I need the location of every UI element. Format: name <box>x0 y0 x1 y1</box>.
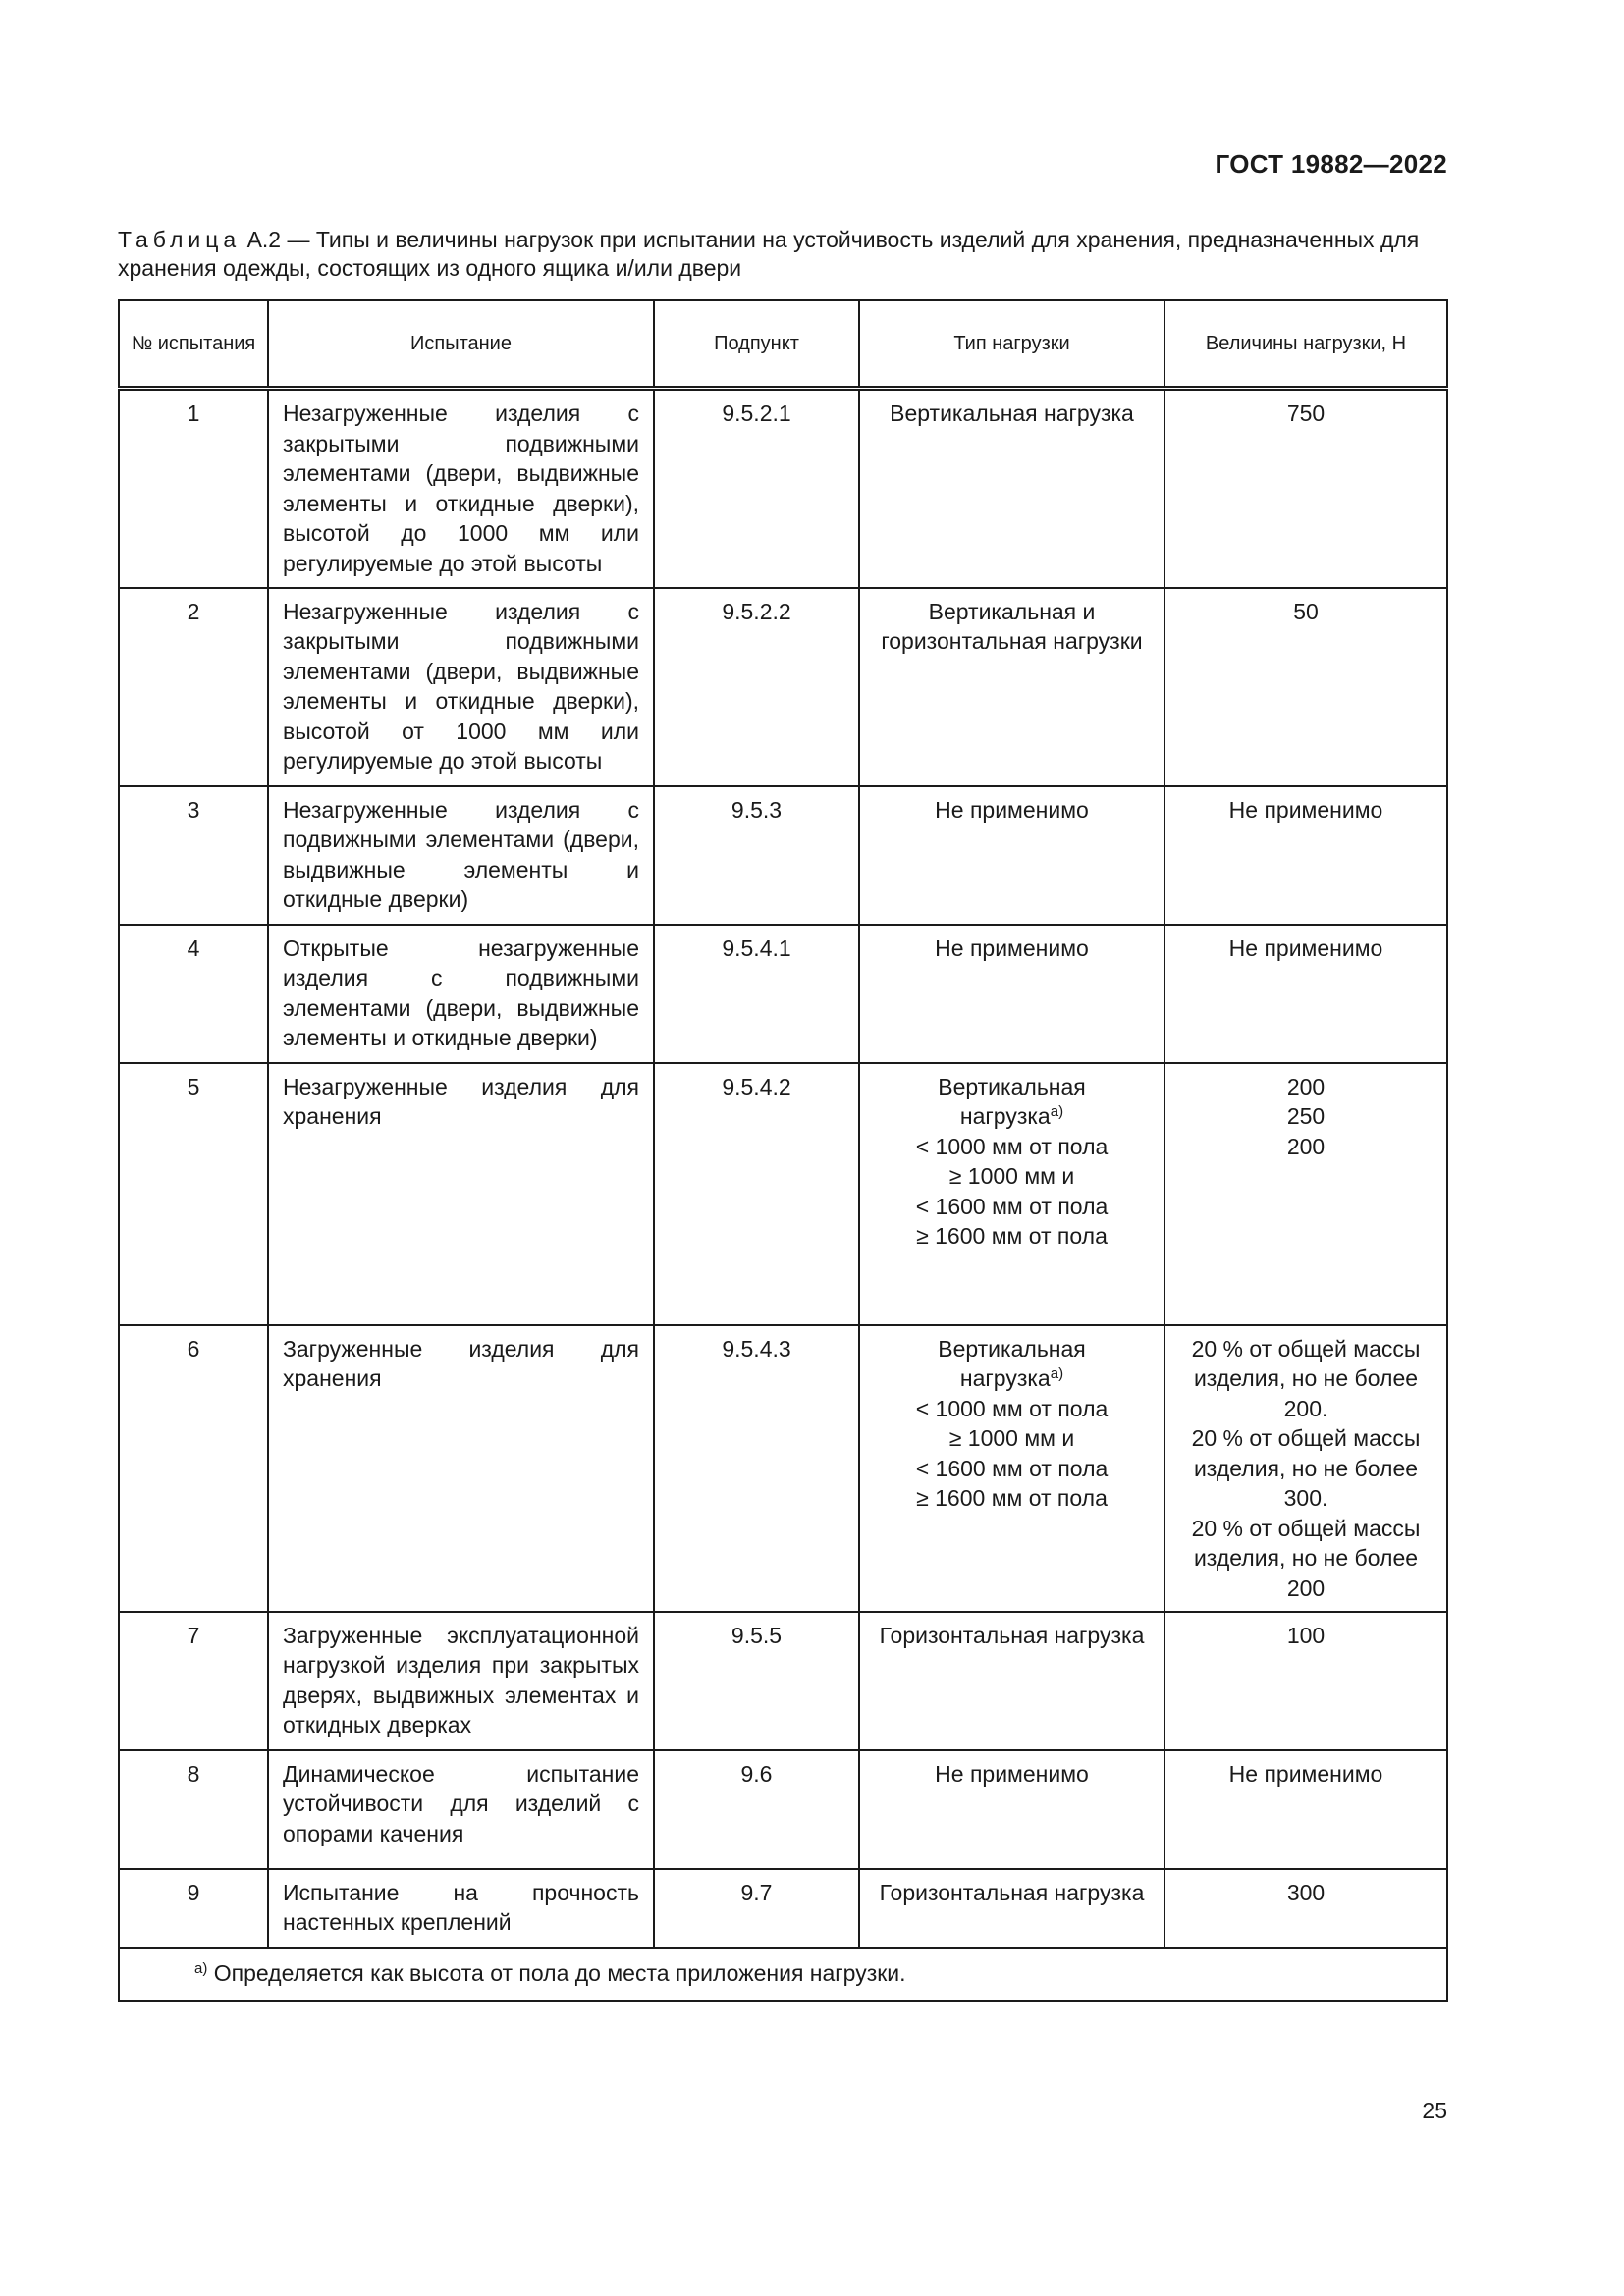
cell-number: 8 <box>119 1750 268 1869</box>
caption-text: А.2 — Типы и величины нагрузок при испытании на устойчивость изделий для хранения, предназначенных для хранения одежды, состоящих из одного ящика и/или двери <box>118 227 1420 281</box>
cell-load-type <box>859 1750 1164 1869</box>
load-value-line: 200 <box>1286 1073 1326 1099</box>
cell-number: 9 <box>119 1869 268 1948</box>
load-value-line: Не применимо <box>1228 934 1383 961</box>
cell-number: 4 <box>119 925 268 1063</box>
cell-load-value <box>1164 1869 1447 1948</box>
load-type-line: нагрузка$^{а)}$ <box>959 1365 1064 1391</box>
load-type-line: Не применимо <box>935 796 1089 823</box>
cell-number: 6 <box>119 1325 268 1612</box>
cell-load-type <box>859 786 1164 925</box>
load-type-line: Не применимо <box>935 934 1089 961</box>
table-caption <box>118 226 1445 283</box>
load-value-line: Не применимо <box>1228 1760 1383 1787</box>
table-row <box>119 389 1447 588</box>
load-type-line: ≥ 1600 мм от пола <box>916 1223 1108 1249</box>
load-value-line: 20 % от общей массы изделия, но не более 200. <box>1191 1335 1421 1421</box>
cell-clause: 9.7 <box>654 1869 859 1948</box>
cell-test: Незагруженные изделия для хранения <box>268 1063 654 1325</box>
footnote-ref: а) <box>1050 1103 1064 1120</box>
table-row <box>119 1063 1447 1325</box>
cell-test: Загруженные изделия для хранения <box>268 1325 654 1612</box>
cell-load-value <box>1164 389 1447 588</box>
page-number: 25 <box>1422 2098 1447 2123</box>
cell-load-value <box>1164 1612 1447 1750</box>
load-type-line: Горизонтальная нагрузка <box>879 1622 1145 1648</box>
load-type-line: ≥ 1000 мм и <box>948 1163 1075 1189</box>
load-type-line: < 1000 мм от пола <box>915 1133 1109 1159</box>
cell-load-value <box>1164 925 1447 1063</box>
load-value-line: 100 <box>1286 1622 1326 1648</box>
cell-clause: 9.6 <box>654 1750 859 1869</box>
load-value-line: 750 <box>1286 400 1326 426</box>
table-row <box>119 588 1447 786</box>
cell-clause: 9.5.3 <box>654 786 859 925</box>
cell-load-type <box>859 1869 1164 1948</box>
cell-number: 2 <box>119 588 268 786</box>
cell-clause: 9.5.2.2 <box>654 588 859 786</box>
table-footnote <box>119 1948 1447 2002</box>
cell-clause: 9.5.4.3 <box>654 1325 859 1612</box>
cell-number: 1 <box>119 389 268 588</box>
load-type-line: Вертикальная и горизонтальная нагрузки <box>881 598 1143 654</box>
cell-clause: 9.5.2.1 <box>654 389 859 588</box>
cell-number: 5 <box>119 1063 268 1325</box>
cell-number: 7 <box>119 1612 268 1750</box>
cell-load-type <box>859 925 1164 1063</box>
cell-load-type <box>859 389 1164 588</box>
load-type-line: < 1600 мм от пола <box>915 1455 1109 1481</box>
standard-number: ГОСТ 19882—2022 <box>1215 149 1447 179</box>
cell-test: Незагруженные изделия с закрытыми подвижными элементами (двери, выдвижные элементы и откидные дверки), высотой от 1000 мм или регулируемые до этой высоты <box>268 588 654 786</box>
cell-clause: 9.5.4.2 <box>654 1063 859 1325</box>
cell-load-type <box>859 1612 1164 1750</box>
load-type-line: ≥ 1600 мм от пола <box>916 1485 1108 1511</box>
cell-clause: 9.5.5 <box>654 1612 859 1750</box>
load-value-line: 250 <box>1286 1103 1326 1129</box>
footnote-marker: а) <box>194 1959 208 1977</box>
cell-test: Динамическое испытание устойчивости для изделий с опорами качения <box>268 1750 654 1869</box>
cell-load-type <box>859 588 1164 786</box>
table-header-row <box>119 300 1447 389</box>
load-value-line: 300 <box>1286 1879 1326 1905</box>
load-type-line: Горизонтальная нагрузка <box>879 1879 1145 1905</box>
cell-load-value <box>1164 588 1447 786</box>
loads-table <box>118 299 1448 2002</box>
table-footnote-row <box>119 1948 1447 2002</box>
table-row <box>119 1869 1447 1948</box>
col-header-load-value: Величины нагрузки, Н <box>1164 300 1447 389</box>
footnote-ref: а) <box>1050 1365 1064 1382</box>
load-value-line: 20 % от общей массы изделия, но не более 200 <box>1191 1515 1421 1601</box>
load-type-line: Вертикальная <box>938 1335 1086 1362</box>
cell-clause: 9.5.4.1 <box>654 925 859 1063</box>
cell-load-type <box>859 1325 1164 1612</box>
cell-load-value <box>1164 1325 1447 1612</box>
cell-test: Открытые незагруженные изделия с подвижными элементами (двери, выдвижные элементы и откидные дверки) <box>268 925 654 1063</box>
table-row <box>119 1325 1447 1612</box>
cell-load-value <box>1164 786 1447 925</box>
load-value-line: 50 <box>1293 598 1319 624</box>
cell-test: Загруженные эксплуатационной нагрузкой изделия при закрытых дверях, выдвижных элементах и откидных дверках <box>268 1612 654 1750</box>
load-type-line: ≥ 1000 мм и <box>948 1425 1075 1451</box>
load-type-line: Вертикальная <box>938 1073 1086 1099</box>
cell-load-value <box>1164 1750 1447 1869</box>
load-type-line: < 1000 мм от пола <box>915 1395 1109 1421</box>
footnote-text: Определяется как высота от пола до места приложения нагрузки. <box>213 1959 906 1986</box>
load-type-line: Вертикальная нагрузка <box>890 400 1134 426</box>
load-value-line: 200 <box>1286 1133 1326 1159</box>
col-header-load-type: Тип нагрузки <box>859 300 1164 389</box>
table-row <box>119 786 1447 925</box>
cell-test: Незагруженные изделия с закрытыми подвижными элементами (двери, выдвижные элементы и откидные дверки), высотой до 1000 мм или регулируемые до этой высоты <box>268 389 654 588</box>
load-type-line: Не применимо <box>935 1760 1089 1787</box>
table-row <box>119 1750 1447 1869</box>
cell-test: Испытание на прочность настенных креплений <box>268 1869 654 1948</box>
cell-load-value <box>1164 1063 1447 1325</box>
load-type-line: < 1600 мм от пола <box>915 1193 1109 1219</box>
cell-number: 3 <box>119 786 268 925</box>
caption-label: Таблица <box>118 227 242 252</box>
load-value-line: Не применимо <box>1228 796 1383 823</box>
load-value-line: 20 % от общей массы изделия, но не более 300. <box>1191 1425 1421 1511</box>
table-row <box>119 1612 1447 1750</box>
table-row <box>119 925 1447 1063</box>
load-type-line: нагрузка$^{а)}$ <box>959 1103 1064 1129</box>
col-header-number: № испытания <box>119 300 268 389</box>
cell-test: Незагруженные изделия с подвижными элементами (двери, выдвижные элементы и откидные дверки) <box>268 786 654 925</box>
cell-load-type <box>859 1063 1164 1325</box>
col-header-clause: Подпункт <box>654 300 859 389</box>
col-header-test: Испытание <box>268 300 654 389</box>
